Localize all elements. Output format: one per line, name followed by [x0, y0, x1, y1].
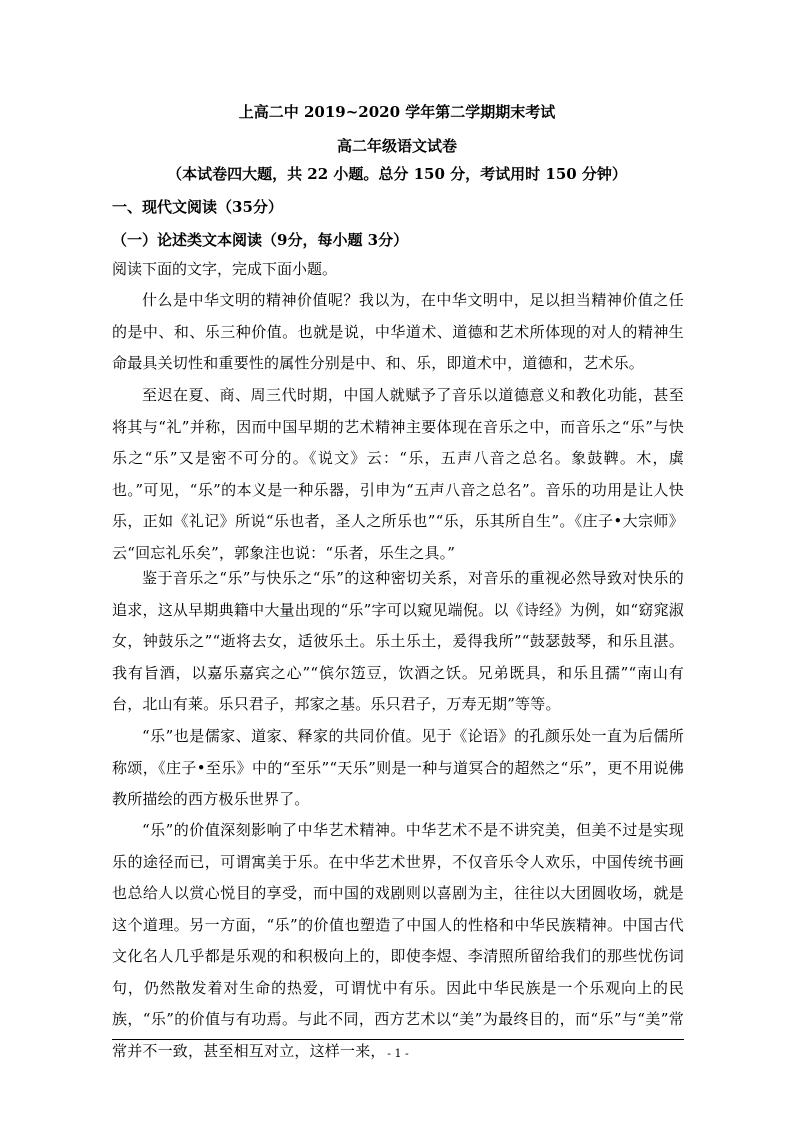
- footer-divider: [112, 1039, 684, 1040]
- article-paragraph-2: 至迟在夏、商、周三代时期，中国人就赋予了音乐以道德意义和教化功能，甚至将其与“礼”并称，因而中国早期的艺术精神主要体现在音乐之中，而音乐之“乐”与快乐之“乐”又是密不可分的。《说文》云：“乐，五声八音之总名。象鼓鞞。木，虡也。”可见，“乐”的本义是一种乐器，引申为“五声八音之总名”。音乐的功用是让人快乐，正如《礼记》所说“乐也者，圣人之所乐也”“乐，乐其所自生”。《庄子•大宗师》云“回忘礼乐矣”，郭象注也说：“乐者，乐生之具。”: [112, 386, 684, 562]
- article-paragraph-4: “乐”也是儒家、道家、释家的共同价值。见于《论语》的孔颜乐处一直为后儒所称颂，《庄子•至乐》中的“至乐”“天乐”则是一种与道冥合的超然之“乐”，更不用说佛教所描绘的西方极乐世界了。: [112, 727, 684, 808]
- article-paragraph-5: “乐”的价值深刻影响了中华艺术精神。中华艺术不是不讲究美，但美不过是实现乐的途径而已，可谓寓美于乐。在中华艺术世界，不仅音乐令人欢乐，中国传统书画也总给人以赏心悦目的享受，而中国的戏剧则以喜剧为主，往往以大团圆收场，就是这个道理。另一方面，“乐”的价值也塑造了中国人的性格和中华民族精神。中国古代文化名人几乎都是乐观的和积极向上的，即使李煜、李清照所留给我们的那些忧伤词句，仍然散发着对生命的热爱，可谓忧中有乐。因此中华民族是一个乐观向上的民族，“乐”的价值与有功焉。与此不同，西方艺术以“美”为最终目的，而“乐”与“美”常常并不一致，甚至相互对立，这样一来，: [112, 821, 684, 1060]
- exam-title: 上高二中 2019~2020 学年第二学期期末考试: [238, 103, 556, 121]
- reading-instruction: 阅读下面的文字，完成下面小题。: [112, 260, 338, 278]
- section-subheading: （一）论述类文本阅读（9分，每小题 3分）: [112, 231, 409, 249]
- section-heading: 一、现代文阅读（35分）: [112, 198, 283, 216]
- exam-subtitle: 高二年级语文试卷: [336, 137, 457, 155]
- article-paragraph-1: 什么是中华文明的精神价值呢？我以为，在中华文明中，足以担当精神价值之任的是中、和、乐三种价值。也就是说，中华道术、道德和艺术所体现的对人的精神生命最具关切性和重要性的属性分别是中、和、乐，即道术中，道德和，艺术乐。: [112, 291, 684, 372]
- article-paragraph-3: 鉴于音乐之“乐”与快乐之“乐”的这种密切关系，对音乐的重视必然导致对快乐的追求，这从早期典籍中大量出现的“乐”字可以窥见端倪。以《诗经》为例，如“窈窕淑女，钟鼓乐之”“逝将去女，适彼乐土。乐土乐土，爰得我所”“鼓瑟鼓琴，和乐且湛。我有旨酒，以嘉乐嘉宾之心”“傧尔笾豆，饮酒之饫。兄弟既具，和乐且孺”“南山有台，北山有莱。乐只君子，邦家之基。乐只君子，万寿无期”等等。: [112, 569, 684, 713]
- exam-info: （本试卷四大题，共 22 小题。总分 150 分，考试用时 150 分钟）: [167, 165, 627, 183]
- page-number: - 1 -: [387, 1047, 409, 1060]
